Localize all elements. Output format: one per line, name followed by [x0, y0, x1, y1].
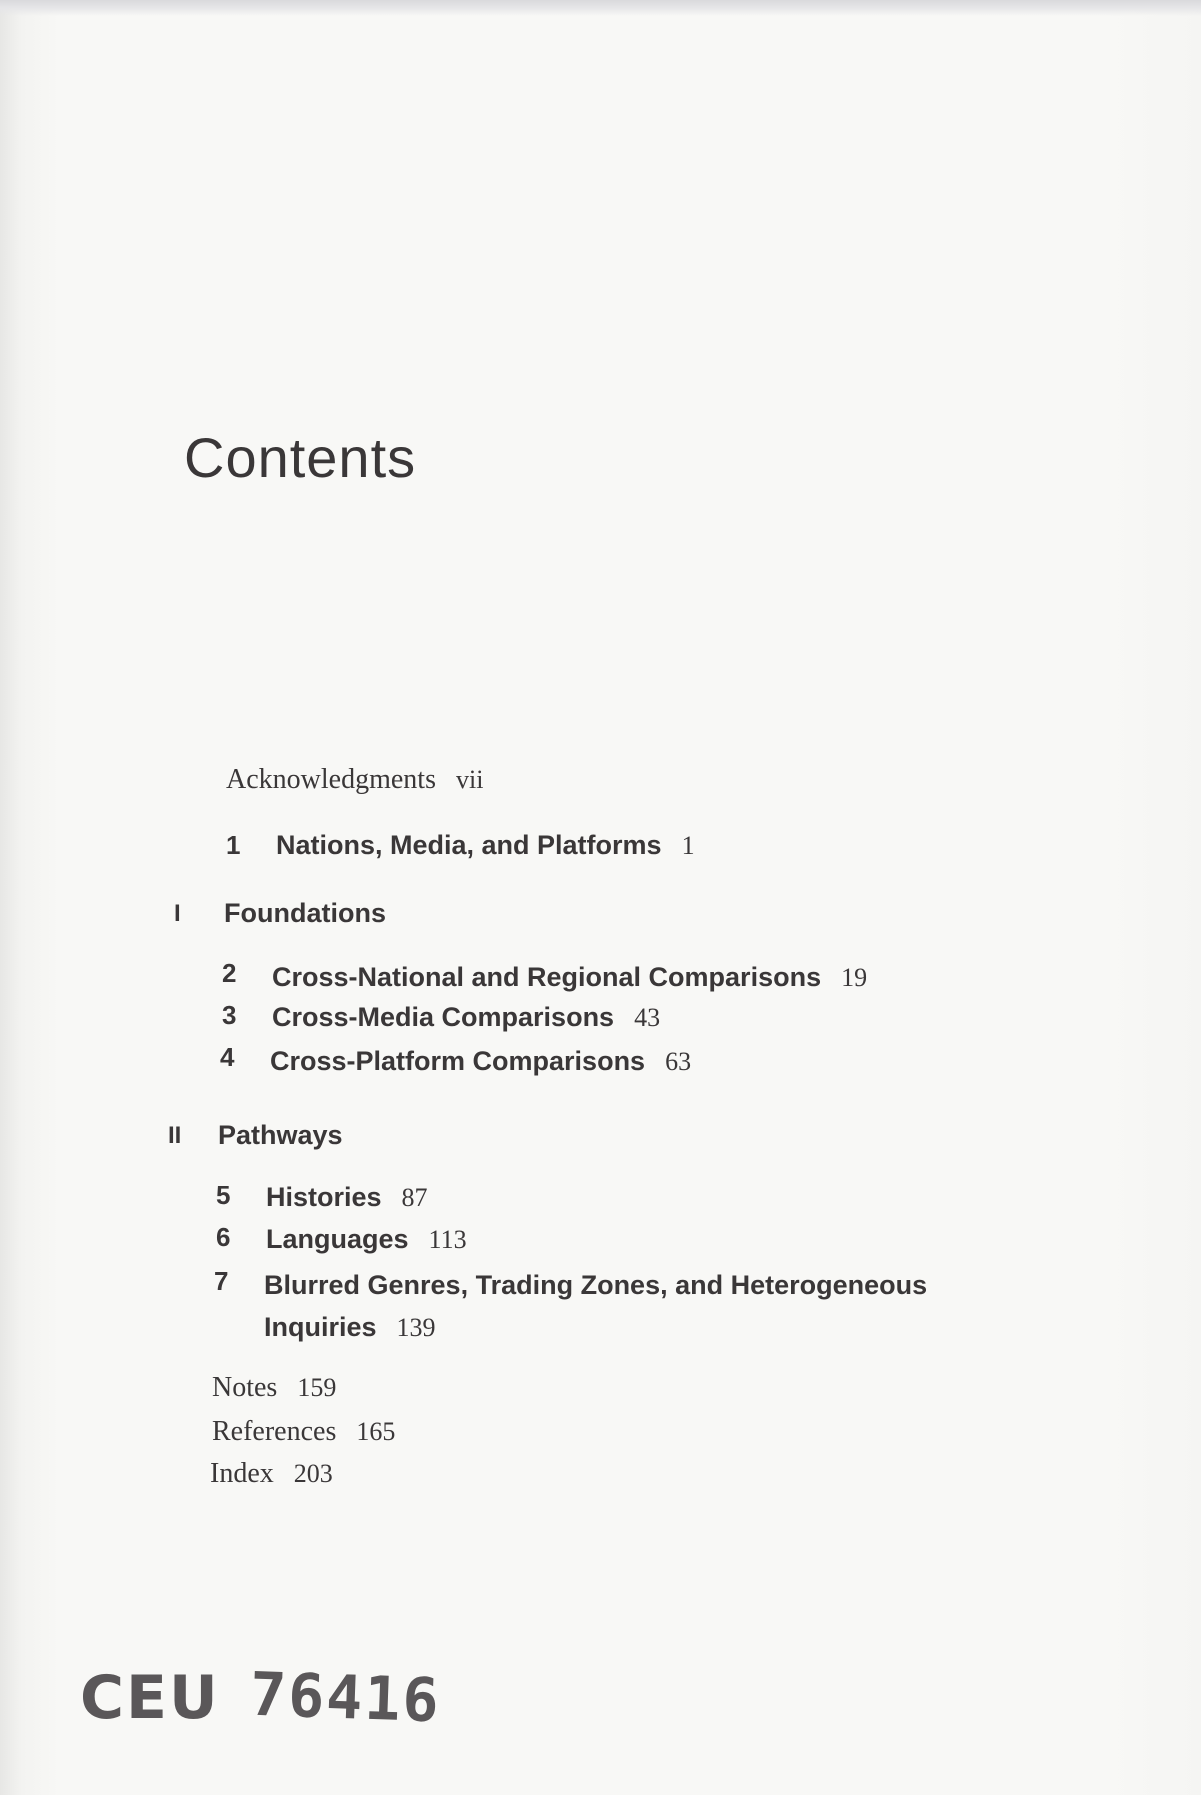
chapter-title-line-1: Blurred Genres, Trading Zones, and Heterogeneous [264, 1270, 928, 1300]
chapter-title: Cross-Platform Comparisons [270, 1046, 646, 1076]
chapter-page: 1 [681, 831, 695, 860]
toc-entry-notes [212, 1374, 336, 1402]
toc-entry-chapter-6 [266, 1226, 467, 1253]
toc-entry-chapter-3 [272, 1004, 660, 1031]
toc-entry-label: Acknowledgments [226, 764, 436, 795]
toc-entry-page: 203 [293, 1459, 333, 1488]
part-title: Pathways [218, 1120, 343, 1150]
library-stamp [80, 1659, 442, 1737]
chapter-page: 113 [428, 1225, 467, 1254]
chapter-number: 4 [220, 1042, 235, 1072]
toc-entry-acknowledgments [226, 766, 483, 794]
chapter-page: 139 [396, 1313, 436, 1342]
part-numeral: I [174, 900, 181, 927]
part-title: Foundations [224, 898, 386, 928]
part-numeral: II [168, 1122, 182, 1149]
toc-entry-page: 165 [356, 1417, 396, 1446]
page-top-edge [0, 0, 1201, 16]
toc-entry-label: References [212, 1416, 337, 1447]
chapter-number: 3 [222, 1000, 237, 1030]
toc-entry-references [212, 1418, 395, 1446]
chapter-title: Cross-Media Comparisons [272, 1002, 615, 1032]
chapter-page: 87 [401, 1183, 428, 1212]
chapter-page: 43 [634, 1003, 661, 1032]
page-title: Contents [184, 426, 417, 489]
toc-entry-chapter-7-continued [264, 1314, 436, 1341]
chapter-number: 2 [222, 958, 237, 988]
toc-entry-label: Index [210, 1458, 274, 1489]
chapter-title: Histories [266, 1182, 382, 1212]
toc-entry-page: vii [455, 765, 484, 794]
toc-entry-chapter-2 [272, 964, 867, 991]
toc-entry-chapter-1 [276, 832, 695, 859]
chapter-page: 19 [841, 963, 868, 992]
chapter-title: Languages [266, 1224, 409, 1254]
toc-entry-index [210, 1460, 333, 1488]
chapter-number: 7 [214, 1266, 229, 1296]
chapter-page: 63 [665, 1047, 692, 1076]
toc-entry-chapter-4 [270, 1048, 691, 1075]
chapter-title-line-2: Inquiries [264, 1312, 377, 1342]
toc-entry-chapter-5 [266, 1184, 428, 1211]
chapter-title: Nations, Media, and Platforms [276, 830, 662, 860]
toc-entry-page: 159 [297, 1373, 337, 1402]
stamp-number: 76416 [248, 1659, 442, 1737]
chapter-title: Cross-National and Regional Comparisons [272, 962, 822, 992]
chapter-number: 5 [216, 1180, 231, 1210]
chapter-number: 1 [226, 830, 241, 860]
chapter-number: 6 [216, 1222, 231, 1252]
stamp-library: CEU [80, 1663, 220, 1733]
toc-entry-label: Notes [212, 1372, 278, 1403]
